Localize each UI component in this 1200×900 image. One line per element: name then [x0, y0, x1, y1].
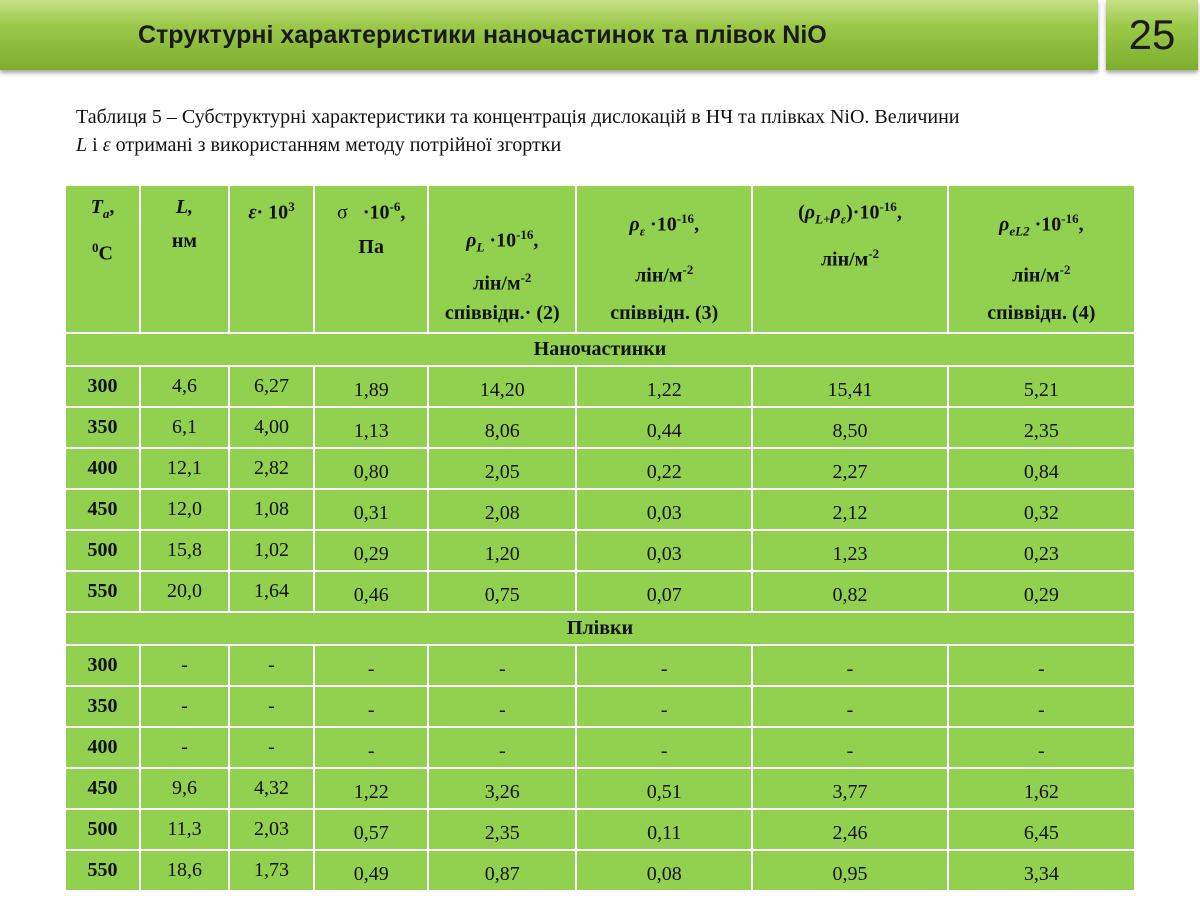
table-row — [65, 686, 1135, 727]
table-cell: - — [314, 727, 428, 768]
table-cell: - — [314, 645, 428, 686]
title-bar — [0, 0, 1098, 70]
table-cell: 3,26 — [428, 768, 576, 809]
table-cell: - — [576, 645, 752, 686]
table-cell: 1,23 — [752, 530, 947, 571]
table-cell: 18,6 — [140, 850, 229, 891]
table-row — [65, 727, 1135, 768]
table-cell: 0,23 — [948, 530, 1135, 571]
table-cell: - — [576, 727, 752, 768]
table-cell: 14,20 — [428, 366, 576, 407]
header-grain-size: L, нм — [140, 185, 229, 333]
table-cell: 2,46 — [752, 809, 947, 850]
table-cell: 4,6 — [140, 366, 229, 407]
table-cell: 1,73 — [229, 850, 314, 891]
section-row-films — [65, 612, 1135, 645]
table-cell: 0,11 — [576, 809, 752, 850]
table-cell: - — [140, 645, 229, 686]
table-cell: 0,22 — [576, 448, 752, 489]
table-cell: - — [948, 727, 1135, 768]
header-row — [65, 185, 1135, 333]
table-cell: 6,1 — [140, 407, 229, 448]
table-cell: 6,45 — [948, 809, 1135, 850]
header-rho-l: $\rho_L \cdot 10^{-16}$, лін/$м^{-2}$ співвідн.· (2) — [428, 185, 576, 333]
table-cell: 0,80 — [314, 448, 428, 489]
table-cell: 0,51 — [576, 768, 752, 809]
table-cell: 2,82 — [229, 448, 314, 489]
temperature-cell: 350 — [65, 686, 140, 727]
temperature-cell: 500 — [65, 809, 140, 850]
caption-line-1: Таблиця 5 – Субструктурні характеристики та концентрація дислокацій в НЧ та плівках NiO. Величини — [76, 106, 960, 128]
table-cell: - — [140, 686, 229, 727]
caption-symbol-eps: ε — [102, 134, 111, 156]
table-cell: - — [752, 645, 947, 686]
header-rho-sum: $(\rho_{L+}\rho_\varepsilon)\cdot 10^{-16}$, лін/$м^{-2}$ — [752, 185, 947, 333]
table-row — [65, 809, 1135, 850]
table-cell: 2,05 — [428, 448, 576, 489]
table-cell: 0,49 — [314, 850, 428, 891]
table-cell: - — [140, 727, 229, 768]
section-label-nanoparticles: Наночастинки — [65, 333, 1135, 366]
caption-symbol-l: L — [76, 134, 88, 156]
section-row-nanoparticles — [65, 333, 1135, 366]
temperature-cell: 450 — [65, 489, 140, 530]
temperature-cell: 500 — [65, 530, 140, 571]
table-cell: 3,77 — [752, 768, 947, 809]
table-cell: 0,32 — [948, 489, 1135, 530]
temperature-cell: 450 — [65, 768, 140, 809]
table-cell: 0,57 — [314, 809, 428, 850]
table-cell: 5,21 — [948, 366, 1135, 407]
header-temperature: $T_a$, $^0$С — [65, 185, 140, 333]
table-cell: - — [428, 686, 576, 727]
table-cell: - — [752, 686, 947, 727]
table-row — [65, 645, 1135, 686]
table-cell: 0,29 — [948, 571, 1135, 612]
table-row — [65, 530, 1135, 571]
table-cell: 1,89 — [314, 366, 428, 407]
table-cell: - — [428, 645, 576, 686]
table-cell: 0,07 — [576, 571, 752, 612]
temperature-cell: 350 — [65, 407, 140, 448]
header-stress: σ $\cdot 10^{-6}$, Па — [314, 185, 428, 333]
table-cell: 8,50 — [752, 407, 947, 448]
table-cell: 2,08 — [428, 489, 576, 530]
table-cell: 0,03 — [576, 530, 752, 571]
table-cell: - — [428, 727, 576, 768]
header-rho-el2: $\rho_{eL2} \cdot 10^{-16}$, лін/$м^{-2}$ співвідн. (4) — [948, 185, 1135, 333]
table-cell: 2,12 — [752, 489, 947, 530]
temperature-cell: 550 — [65, 850, 140, 891]
table-cell: - — [948, 686, 1135, 727]
table-cell: 0,46 — [314, 571, 428, 612]
table-row — [65, 850, 1135, 891]
table-cell: 9,6 — [140, 768, 229, 809]
temperature-cell: 300 — [65, 366, 140, 407]
table-cell: - — [229, 645, 314, 686]
table-cell: 0,75 — [428, 571, 576, 612]
slide-number: 25 — [1106, 0, 1198, 70]
table-cell: 1,02 — [229, 530, 314, 571]
table-cell: 12,0 — [140, 489, 229, 530]
table-cell: 20,0 — [140, 571, 229, 612]
temperature-cell: 550 — [65, 571, 140, 612]
table-cell: - — [314, 686, 428, 727]
table-cell: 1,22 — [576, 366, 752, 407]
temperature-cell: 300 — [65, 645, 140, 686]
table-cell: - — [229, 727, 314, 768]
table-cell: 15,8 — [140, 530, 229, 571]
table-cell: 15,41 — [752, 366, 947, 407]
header-rho-eps: $\rho_\varepsilon \cdot 10^{-16}$, лін/$м^{-2}$ співвідн. (3) — [576, 185, 752, 333]
table-cell: 1,13 — [314, 407, 428, 448]
table-cell: 0,08 — [576, 850, 752, 891]
dislocation-table — [64, 184, 1136, 892]
caption-conj: і — [87, 134, 103, 156]
table-cell: 8,06 — [428, 407, 576, 448]
table-row — [65, 448, 1135, 489]
table-cell: 0,31 — [314, 489, 428, 530]
table-cell: 1,64 — [229, 571, 314, 612]
table-cell: 2,35 — [428, 809, 576, 850]
table-cell: 0,29 — [314, 530, 428, 571]
table-cell: 6,27 — [229, 366, 314, 407]
table-cell: 0,82 — [752, 571, 947, 612]
table-cell: 4,32 — [229, 768, 314, 809]
header-microstrain: $\varepsilon\cdot 10^3$ — [229, 185, 314, 333]
table-cell: 0,03 — [576, 489, 752, 530]
table-row — [65, 407, 1135, 448]
table-cell: - — [948, 645, 1135, 686]
table-cell: 1,62 — [948, 768, 1135, 809]
table-cell: 2,27 — [752, 448, 947, 489]
temperature-cell: 400 — [65, 448, 140, 489]
table-cell: 4,00 — [229, 407, 314, 448]
table-cell: 3,34 — [948, 850, 1135, 891]
table-row — [65, 768, 1135, 809]
table-cell: 11,3 — [140, 809, 229, 850]
table-row — [65, 366, 1135, 407]
table-cell: - — [752, 727, 947, 768]
table-cell: 1,22 — [314, 768, 428, 809]
table-cell: 1,20 — [428, 530, 576, 571]
table-cell: 0,84 — [948, 448, 1135, 489]
table-cell: 2,35 — [948, 407, 1135, 448]
table-cell: 1,08 — [229, 489, 314, 530]
temperature-cell: 400 — [65, 727, 140, 768]
table-cell: 2,03 — [229, 809, 314, 850]
table-cell: 0,87 — [428, 850, 576, 891]
slide-title: Структурні характеристики наночастинок та плівок NiO — [138, 20, 827, 49]
table-cell: 12,1 — [140, 448, 229, 489]
table-cell: 0,44 — [576, 407, 752, 448]
section-label-films: Плівки — [65, 612, 1135, 645]
caption-line-2: отримані з використанням методу потрійної згортки — [110, 134, 562, 156]
table-cell: - — [576, 686, 752, 727]
table-row — [65, 571, 1135, 612]
table-caption — [76, 103, 1136, 159]
table-cell: 0,95 — [752, 850, 947, 891]
table-cell: - — [229, 686, 314, 727]
table-row — [65, 489, 1135, 530]
